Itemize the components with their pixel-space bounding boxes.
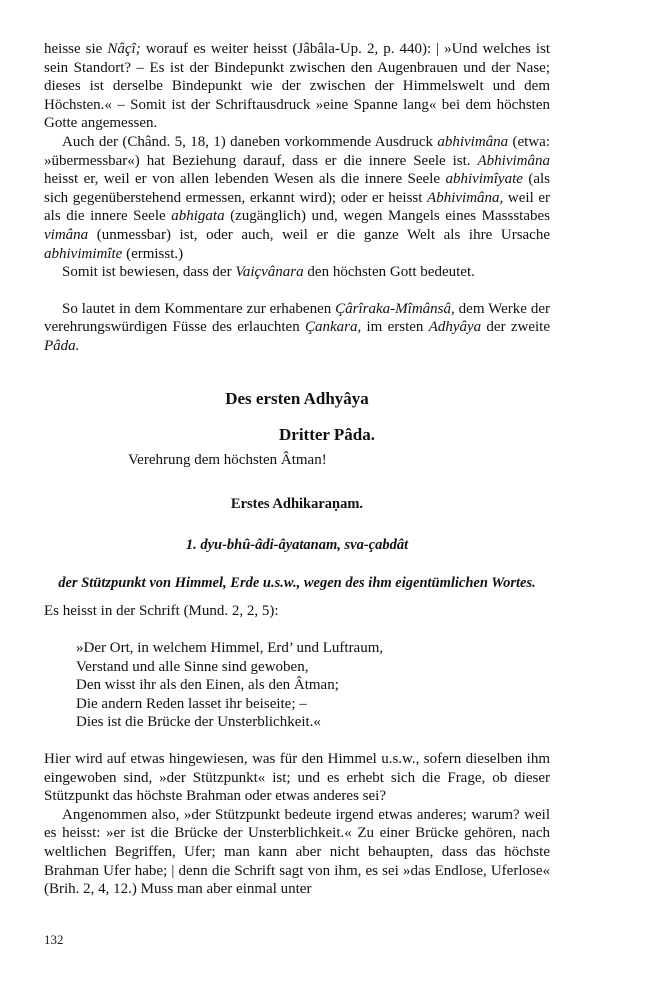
spacer — [44, 282, 550, 300]
italic-term: Nâçî; — [107, 41, 141, 57]
italic-term: Çârîraka-Mîmânsâ, — [335, 300, 455, 317]
page-number: 132 — [44, 932, 64, 947]
italic-term: abhivimimîte — [44, 245, 123, 262]
paragraph-2: Auch der (Chând. 5, 18, 1) daneben vorkommende Ausdruck abhivimâna (etwa: »übermessbar«) hat Beziehung darauf, dass er die innere Seele ist. Abhivimâna heisst er, weil er von allen lebenden Wesen als die innere Seele abhivimîyate (als sich gegenüberstehend ermessen, erkannt wird); oder er heisst Abhivimâna, weil er als die innere Seele abhigata (zugänglich) und, wegen Mangels eines Massstabes vimâna (unmessbar) ist, oder auch, weil er die ganze Welt als ihre Ursache abhivimimîte (ermisst.) — [44, 133, 551, 262]
page-body — [44, 40, 550, 899]
poem-line: »Der Ort, in welchem Himmel, Erd’ und Luftraum, — [76, 640, 384, 657]
heading-adhikarana: Erstes Adhikaraṇam. — [230, 496, 364, 513]
paragraph-5: Hier wird auf etwas hingewiesen, was für den Himmel u.s.w., sofern dieselben ihm eingewoben sind, »der Stützpunkt« ist; und es erhebt sich die Frage, ob dieser Stützpunkt das höchste Brahman oder etwas anderes sei? — [44, 751, 550, 805]
paragraph-3: Somit ist bewiesen, dass der Vaiçvânara den höchsten Gott bedeutet. — [62, 264, 475, 281]
italic-term: Adhyâya — [428, 319, 482, 336]
italic-term: vimâna — [44, 226, 89, 243]
poem — [76, 639, 550, 732]
poem-line: Die andern Reden lasset ihr beiseite; – — [76, 695, 307, 712]
paragraph-6: Angenommen also, »der Stützpunkt bedeute irgend etwas anderes; warum? weil es heisst: »er ist die Brücke der Unsterblichkeit.« Zu einer Brücke gehören, nach weltlichen Begriffen, Ufer; man kann aber nicht behaupten, dass das höchste Brahman Ufer habe; | denn die Schrift sagt von ihm, es sei »das Endlose, Uferlose« (Brih. 2, 4, 12.) Muss man aber einmal unter — [44, 806, 550, 898]
heading-adhyaya: Des ersten Adhyâya — [225, 388, 369, 408]
poem-line: Verstand und alle Sinne sind gewoben, — [76, 658, 309, 675]
italic-term: Pâda. — [44, 337, 80, 354]
sutra: 1. dyu-bhû-âdi-âyatanam, sva-çabdât — [185, 536, 409, 553]
sutra-translation: der Stützpunkt von Himmel, Erde u.s.w., wegen des ihm eigentümlichen Wortes. — [58, 575, 536, 592]
paragraph-1: heisse sie Nâçî; worauf es weiter heisst (Jâbâla-Up. 2, p. 440): | »Und welches ist sein Standort? – Es ist der Bindepunkt zwischen den Augenbrauen und der Nase; dieses ist derselbe Bindepunkt wie der zwischen der Himmelswelt und dem Höchsten.« – Somit ist der Schriftausdruck »eine Spanne lang« bei dem höchsten Gotte angemessen. — [44, 41, 551, 132]
italic-term: abhivimâna — [437, 133, 509, 150]
paragraph-4: So lautet in dem Kommentare zur erhabenen Çârîraka-Mîmânsâ, dem Werke der verehrungswürdigen Füsse des erlauchten Çankara, im ersten Adhyâya der zweite Pâda. — [44, 300, 550, 354]
poem-line: Den wisst ihr als den Einen, als den Âtman; — [76, 677, 339, 694]
italic-term: Abhivimâna, — [427, 189, 504, 206]
heading-pada: Dritter Pâda. — [279, 425, 375, 445]
citation: Es heisst in der Schrift (Mund. 2, 2, 5): — [44, 603, 279, 620]
italic-term: Çankara, — [304, 319, 362, 336]
italic-term: Abhivimâna — [477, 152, 550, 169]
invocation: Verehrung dem höchsten Âtman! — [128, 451, 327, 468]
italic-term: Vaiçvânara — [235, 264, 304, 281]
poem-line: Dies ist die Brücke der Unsterblichkeit.« — [76, 714, 321, 731]
italic-term: abhigata — [171, 208, 225, 225]
italic-term: abhivimîyate — [445, 171, 523, 188]
